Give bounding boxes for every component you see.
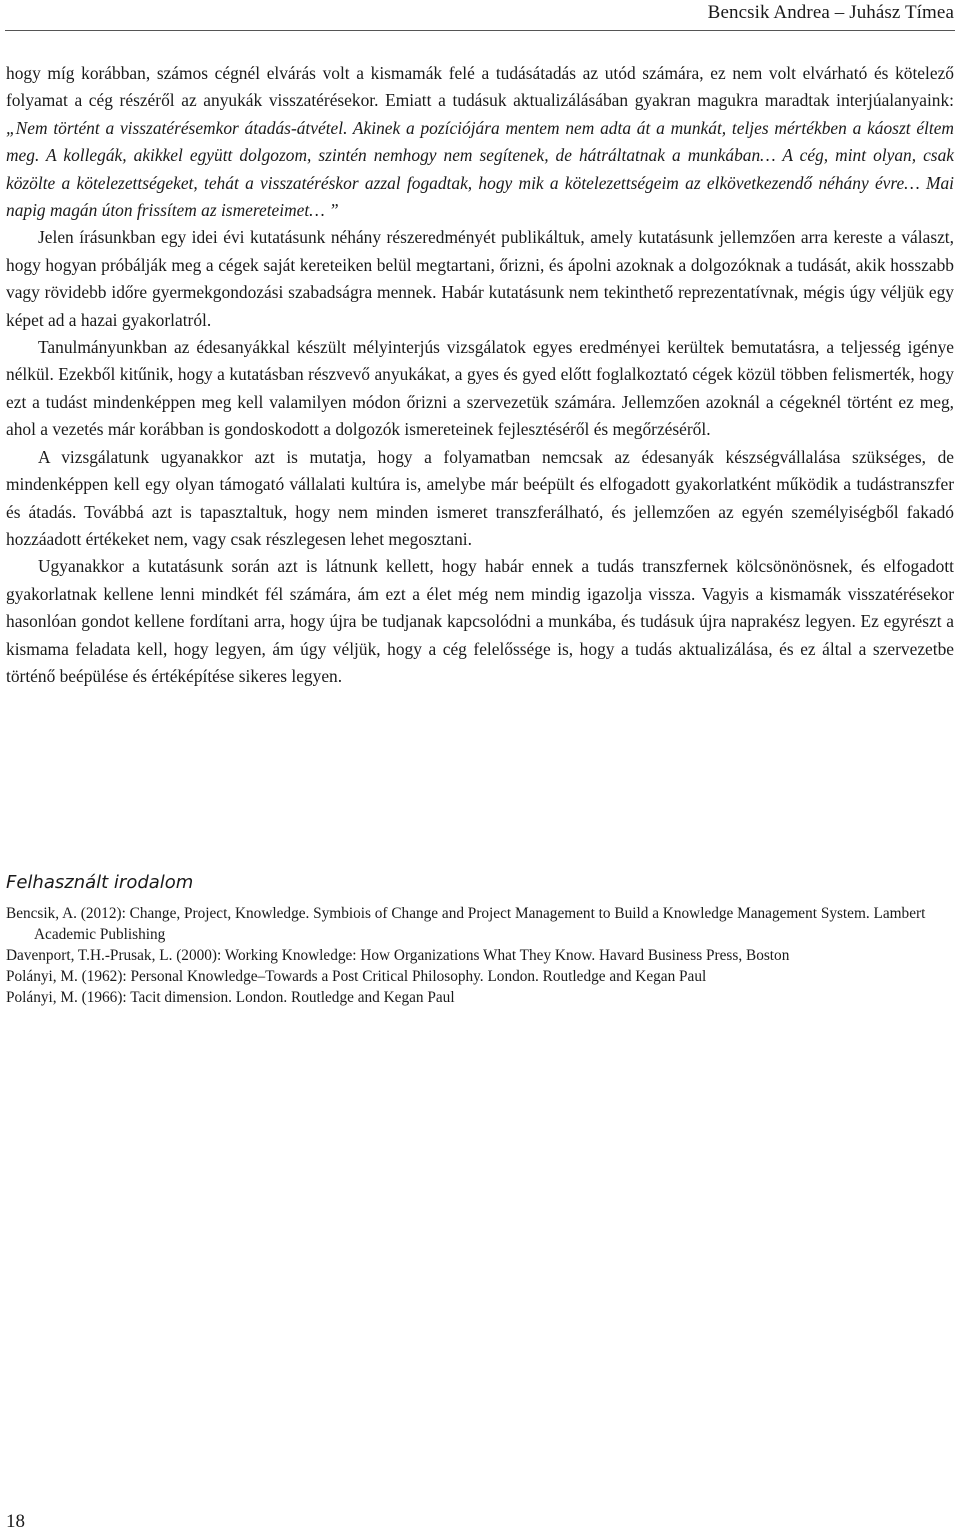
references-heading: Felhasznált irodalom — [6, 872, 194, 893]
paragraph-4: A vizsgálatunk ugyanakkor azt is mutatja, hogy a folyamatban nemcsak az édesanyák készségvállalása szükséges, de mindenképpen kell egy olyan támogató vállalati kultúra is, amelybe már beépült és elfogadott gyakorlatként működik a tudástranszfer és átadás. Továbbá azt is tapasztaltuk, hogy nem minden ismeret transzferálható, és jellemzően az egyén személyiségből fakadó hozzáadott értékeket nem, vagy csak részlegesen lehet megosztani. — [6, 446, 954, 549]
reference-item: Bencsik, A. (2012): Change, Project, Knowledge. Symbiois of Change and Project Management to Build a Knowledge Management System. Lambert Academic Publishing — [6, 905, 926, 943]
running-header-authors: Bencsik Andrea – Juhász Tímea — [707, 2, 954, 23]
paragraph-2: Jelen írásunkban egy idei évi kutatásunk néhány részeredményét publikáltuk, amely kutatásunk jellemzően arra kereste a választ, hogy hogyan próbálják meg a cégek saját kereteiken belül megtartani, őrizni, és ápolni azoknak a dolgozóknak a tudását, akik hosszabb vagy rövidebb időre gyermekgondozási szabadságra mennek. Habár kutatásunk nem tekinthető reprezentatívnak, mégis úgy véljük egy képet ad a hazai gyakorlatról. — [6, 227, 954, 330]
reference-item: Davenport, T.H.-Prusak, L. (2000): Working Knowledge: How Organizations What They Know. Havard Business Press, Boston — [6, 947, 790, 964]
header-divider — [5, 30, 955, 31]
main-body-text — [6, 60, 954, 690]
interview-quote: „Nem történt a visszatérésemkor átadás-átvétel. Akinek a pozíciójára mentem nem adta át a munkát, teljes mértékben a káoszt éltem meg. A kollegák, akikkel együtt dolgozom, szintén nemhogy nem segítenek, de hátráltatnak a munkában… A cég, mint olyan, csak közölte a kötelezettségeket, tehát a visszatéréskor azzal fogadtak, hogy mik a kötelezettségeim az elkövetkezendő néhány évre… Mai napig magán úton frissítem az ismereteimet… ” — [6, 117, 954, 221]
paragraph-1 — [6, 60, 954, 224]
reference-item: Polányi, M. (1966): Tacit dimension. London. Routledge and Kegan Paul — [6, 989, 455, 1006]
paragraph-3: Tanulmányunkban az édesanyákkal készült mélyinterjús vizsgálatok egyes eredményei kerültek bemutatásra, a teljesség igénye nélkül. Ezekből kitűnik, hogy a kutatásban részvevő anyukákat, a gyes és gyed előtt foglalkoztató cégek közül többen felismerték, hogy ezt a tudást mindenképpen meg kell valamilyen módon őrizni a szervezetük számára. Jellemzően azoknál a cégeknél történt ez meg, ahol a vezetés már korábban is gondoskodott a dolgozók ismereteinek fejlesztéséről és megőrzéséről. — [6, 337, 954, 440]
reference-item: Polányi, M. (1962): Personal Knowledge–Towards a Post Critical Philosophy. London. Routledge and Kegan Paul — [6, 968, 707, 985]
paragraph-1-lead: hogy míg korábban, számos cégnél elvárás volt a kismamák felé a tudásátadás az utód számára, ez nem volt elvárható és kötelező folyamat a cég részéről az anyukák visszatérésekor. Emiatt a tudásuk aktualizálásában gyakran magukra maradtak interjúalanyaink: — [6, 63, 954, 111]
references-list — [6, 903, 952, 1008]
page-number: 18 — [6, 1511, 25, 1532]
paragraph-5: Ugyanakkor a kutatásunk során azt is látnunk kellett, hogy habár ennek a tudás transzfernek kölcsönönösnek, és elfogadott gyakorlatnak kellene lenni mindkét fél számára, ám ezt a élet még nem mindig igazolja vissza. Vagyis a kismamák visszatérésekor hasonlóan gondot kellene fordítani arra, hogy újra be tudjanak kapcsolódni a munkába, és tudásuk újra naprakész legyen. Ez egyrészt a kismama feladata kell, hogy legyen, ám úgy véljük, hogy a cég felelőssége is, hogy a tudás aktualizálása, és ez által a szervezetbe történő beépülése és értéképítése sikeres legyen. — [6, 556, 954, 686]
